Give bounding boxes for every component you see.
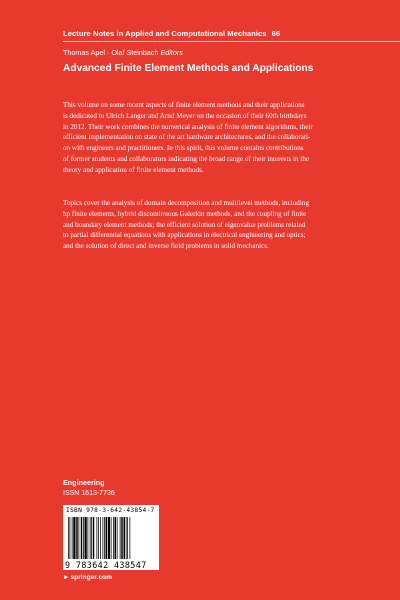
blurb-line: of former students and collaborators indicating the broad range of their interests in the — [63, 154, 310, 163]
blurb-line: is dedicated to Ulrich Langer and Arnd Meyer on the occasion of their 60th birthdays — [63, 111, 307, 120]
barcode-icon — [66, 517, 156, 559]
arrow-right-icon: ► — [63, 574, 70, 581]
editors-line — [63, 48, 183, 57]
blurb-line: and boundary element methods; the efficient solution of eigenvalue problems related — [63, 220, 306, 229]
isbn-barcode-label: ISBN 978-3-642-43854-7 — [66, 507, 155, 514]
blurb-line: Topics cover the analysis of domain decomposition and multilevel methods, including — [63, 199, 310, 207]
series-volume: 66 — [271, 29, 281, 38]
publisher-link[interactable] — [63, 574, 112, 581]
blurb-line: theory and application of finite element methods. — [63, 165, 204, 174]
blurb-line: to partial differential equations with applications in electrical engineering and optics; — [63, 231, 306, 240]
editors-names: Thomas Apel · Olaf Steinbach — [63, 48, 159, 57]
blurb-line: efficient implementation on state of the art hardware architectures, and the collaborati- — [63, 133, 311, 142]
barcode-box — [63, 505, 159, 570]
publisher-link-text[interactable]: springer.com — [70, 574, 112, 581]
header-rule — [63, 41, 400, 42]
blurb-line: and the solution of direct and inverse field problems in solid mechanics. — [63, 242, 269, 250]
book-title: Advanced Finite Element Methods and Applications — [63, 63, 314, 74]
blurb-paragraph-1 — [63, 100, 363, 175]
subject-category: Engineering — [63, 478, 105, 487]
series-title — [63, 29, 280, 38]
blurb-line: on with engineers and practitioners. In this spirit, this volume contains contributions — [63, 144, 304, 152]
ean-digits: 9 783642 438547 — [65, 560, 147, 570]
blurb-line: This volume on some recent aspects of finite element methods and their applications — [63, 101, 305, 109]
series-name: Lecture Notes in Applied and Computational Mechanics — [63, 29, 267, 38]
blurb-line: hp finite elements, hybrid discontinuous Galerkin methods, and the coupling of finite — [63, 209, 307, 218]
editors-role: Editors — [160, 48, 183, 57]
issn-label: ISSN 1613-7736 — [63, 490, 115, 497]
blurb-line: in 2012. Their work combines the numerical analysis of finite element algorithms, their — [63, 122, 313, 131]
blurb-paragraph-2 — [63, 198, 363, 252]
